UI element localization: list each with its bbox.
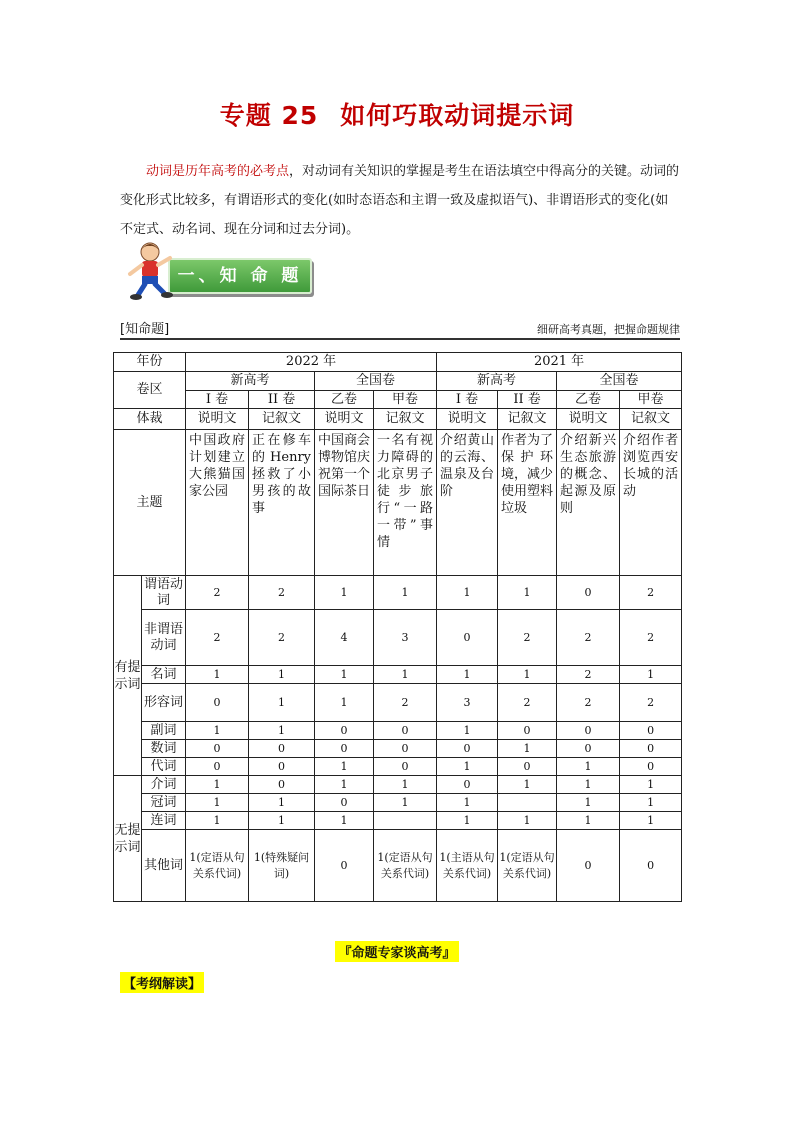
count-cell: 0 (620, 740, 682, 758)
intro-text: ，对动词有关知识的掌握是考生在语法填空中得高分的关键。动词的变化形式比较多，有谓语形式的变化(如时态语态和主谓一致及虚拟语气)、非谓语形式的变化(如不定式、动名词、现在分词和过去分词)。 (120, 164, 680, 237)
count-cell: 2 (249, 576, 315, 610)
count-cell: 1 (557, 812, 620, 830)
topic-cell: 正在修车的Henry拯救了小男孩的故事 (249, 430, 315, 576)
count-cell: 2 (620, 610, 682, 666)
count-cell: 2 (557, 610, 620, 666)
running-boy-icon (120, 238, 180, 300)
count-cell: 0 (374, 758, 437, 776)
count-cell: 1 (315, 758, 374, 776)
count-cell: 1 (437, 758, 498, 776)
count-cell: 1 (374, 776, 437, 794)
count-cell: 0 (437, 740, 498, 758)
table-row (114, 722, 682, 740)
count-cell: 2 (557, 684, 620, 722)
header-juan1: I 卷 (186, 391, 249, 409)
count-cell: 1 (620, 666, 682, 684)
count-cell: 1 (186, 776, 249, 794)
count-cell: 0 (186, 740, 249, 758)
count-cell: 0 (620, 758, 682, 776)
count-cell: 1 (186, 666, 249, 684)
count-cell: 0 (620, 722, 682, 740)
header-xingaokao: 新高考 (186, 372, 315, 391)
group-without-hint: 无提示词 (114, 776, 142, 902)
topic-cell: 中国商会博物馆庆祝第一个国际茶日 (315, 430, 374, 576)
count-cell: 1 (498, 812, 557, 830)
genre-cell: 说明文 (557, 409, 620, 430)
topic-cell: 介绍新兴生态旅游的概念、起源及原则 (557, 430, 620, 576)
count-cell: 1 (249, 794, 315, 812)
count-cell: 1 (186, 812, 249, 830)
count-cell: 1 (498, 576, 557, 610)
count-cell: 0 (498, 722, 557, 740)
count-cell: 0 (249, 776, 315, 794)
count-cell: 1 (186, 794, 249, 812)
header-2021: 2021 年 (437, 353, 682, 372)
table-row (114, 576, 682, 610)
count-cell: 1 (557, 794, 620, 812)
count-cell: 0 (315, 740, 374, 758)
header-yi: 乙卷 (315, 391, 374, 409)
row-label: 谓语动词 (142, 576, 186, 610)
row-label: 介词 (142, 776, 186, 794)
count-cell: 0 (249, 740, 315, 758)
intro-paragraph (120, 157, 680, 244)
count-cell: 1 (620, 812, 682, 830)
header-juan1: I 卷 (437, 391, 498, 409)
exam-stats-table (113, 352, 682, 902)
count-cell: 0 (374, 722, 437, 740)
header-2022: 2022 年 (186, 353, 437, 372)
count-cell: 1 (620, 794, 682, 812)
table-row (114, 666, 682, 684)
topic-cell: 一名有视力障碍的北京男子徒步旅行“一路一带”事情 (374, 430, 437, 576)
expert-note: 『命题专家谈高考』 (0, 941, 794, 962)
section-banner (120, 238, 312, 300)
count-cell: 2 (374, 684, 437, 722)
section-subtitle: 细研高考真题，把握命题规律 (537, 323, 680, 336)
row-label: 冠词 (142, 794, 186, 812)
count-cell: 1 (374, 666, 437, 684)
count-cell: 1 (498, 740, 557, 758)
header-zhuti: 主题 (114, 430, 186, 576)
table-row (114, 740, 682, 758)
row-label: 名词 (142, 666, 186, 684)
count-cell: 1(定语从句关系代词) (498, 830, 557, 902)
count-cell: 0 (186, 758, 249, 776)
count-cell: 1 (498, 666, 557, 684)
count-cell: 0 (557, 830, 620, 902)
topic-cell: 中国政府计划建立大熊猫国家公园 (186, 430, 249, 576)
count-cell: 2 (249, 610, 315, 666)
count-cell: 2 (498, 610, 557, 666)
count-cell: 0 (557, 576, 620, 610)
count-cell: 1 (249, 684, 315, 722)
genre-cell: 记叙文 (498, 409, 557, 430)
table-row (114, 409, 682, 430)
count-cell: 2 (620, 576, 682, 610)
table-row (114, 684, 682, 722)
count-cell: 0 (374, 740, 437, 758)
count-cell: 4 (315, 610, 374, 666)
count-cell: 1 (249, 812, 315, 830)
count-cell: 0 (315, 830, 374, 902)
table-row (114, 372, 682, 391)
count-cell: 2 (620, 684, 682, 722)
row-label: 其他词 (142, 830, 186, 902)
page-title: 专题 25 如何巧取动词提示词 (219, 101, 575, 130)
count-cell: 1(定语从句关系代词) (186, 830, 249, 902)
count-cell: 0 (186, 684, 249, 722)
topic-cell: 作者为了保护环境，减少使用塑料垃圾 (498, 430, 557, 576)
section-header (120, 318, 680, 340)
header-quanguo: 全国卷 (315, 372, 437, 391)
count-cell (374, 812, 437, 830)
header-yi: 乙卷 (557, 391, 620, 409)
count-cell: 1(主语从句关系代词) (437, 830, 498, 902)
header-xingaokao: 新高考 (437, 372, 557, 391)
count-cell: 1 (315, 776, 374, 794)
count-cell: 1 (437, 794, 498, 812)
genre-cell: 说明文 (315, 409, 374, 430)
header-ticai: 体裁 (114, 409, 186, 430)
header-quanguo: 全国卷 (557, 372, 682, 391)
count-cell: 0 (557, 722, 620, 740)
table-row (114, 794, 682, 812)
count-cell: 1 (315, 812, 374, 830)
count-cell (498, 794, 557, 812)
header-jia: 甲卷 (374, 391, 437, 409)
row-label: 副词 (142, 722, 186, 740)
genre-cell: 说明文 (186, 409, 249, 430)
count-cell: 1 (374, 576, 437, 610)
group-with-hint: 有提示词 (114, 576, 142, 776)
count-cell: 1 (315, 576, 374, 610)
header-year: 年份 (114, 353, 186, 372)
genre-cell: 记叙文 (374, 409, 437, 430)
count-cell: 1 (186, 722, 249, 740)
count-cell: 1 (437, 812, 498, 830)
count-cell: 1 (249, 666, 315, 684)
genre-cell: 说明文 (437, 409, 498, 430)
count-cell: 1 (437, 576, 498, 610)
table-row (114, 430, 682, 576)
table-row (114, 391, 682, 409)
count-cell: 1 (249, 722, 315, 740)
count-cell: 1 (374, 794, 437, 812)
header-juanqu: 卷区 (114, 372, 186, 409)
table-row (114, 353, 682, 372)
count-cell: 2 (498, 684, 557, 722)
count-cell: 1 (315, 666, 374, 684)
row-label: 连词 (142, 812, 186, 830)
count-cell: 0 (249, 758, 315, 776)
count-cell: 2 (557, 666, 620, 684)
count-cell: 1 (620, 776, 682, 794)
count-cell: 0 (557, 740, 620, 758)
genre-cell: 记叙文 (620, 409, 682, 430)
count-cell: 3 (374, 610, 437, 666)
genre-cell: 记叙文 (249, 409, 315, 430)
count-cell: 0 (498, 758, 557, 776)
header-juan2: II 卷 (249, 391, 315, 409)
table-row (114, 830, 682, 902)
banner-bar: 一、知 命 题 (168, 258, 312, 294)
count-cell: 1 (437, 722, 498, 740)
table-row (114, 812, 682, 830)
table-row (114, 610, 682, 666)
topic-cell: 介绍作者浏览西安长城的活动 (620, 430, 682, 576)
count-cell: 0 (315, 794, 374, 812)
count-cell: 1 (315, 684, 374, 722)
count-cell: 0 (620, 830, 682, 902)
count-cell: 1 (498, 776, 557, 794)
section-tag: [知命题] (120, 322, 170, 337)
count-cell: 1 (557, 758, 620, 776)
count-cell: 1(定语从句关系代词) (374, 830, 437, 902)
count-cell: 0 (437, 776, 498, 794)
table-row (114, 758, 682, 776)
row-label: 代词 (142, 758, 186, 776)
count-cell: 1 (437, 666, 498, 684)
count-cell: 3 (437, 684, 498, 722)
count-cell: 1 (557, 776, 620, 794)
row-label: 形容词 (142, 684, 186, 722)
row-label: 非谓语动词 (142, 610, 186, 666)
header-jia: 甲卷 (620, 391, 682, 409)
count-cell: 0 (437, 610, 498, 666)
table-row (114, 776, 682, 794)
count-cell: 0 (315, 722, 374, 740)
row-label: 数词 (142, 740, 186, 758)
count-cell: 2 (186, 610, 249, 666)
intro-highlight: 动词是历年高考的必考点 (146, 164, 290, 179)
count-cell: 2 (186, 576, 249, 610)
kaogang-jiedu-label: 【考纲解读】 (120, 972, 204, 993)
header-juan2: II 卷 (498, 391, 557, 409)
count-cell: 1(特殊疑问词) (249, 830, 315, 902)
topic-cell: 介绍黄山的云海、温泉及台阶 (437, 430, 498, 576)
